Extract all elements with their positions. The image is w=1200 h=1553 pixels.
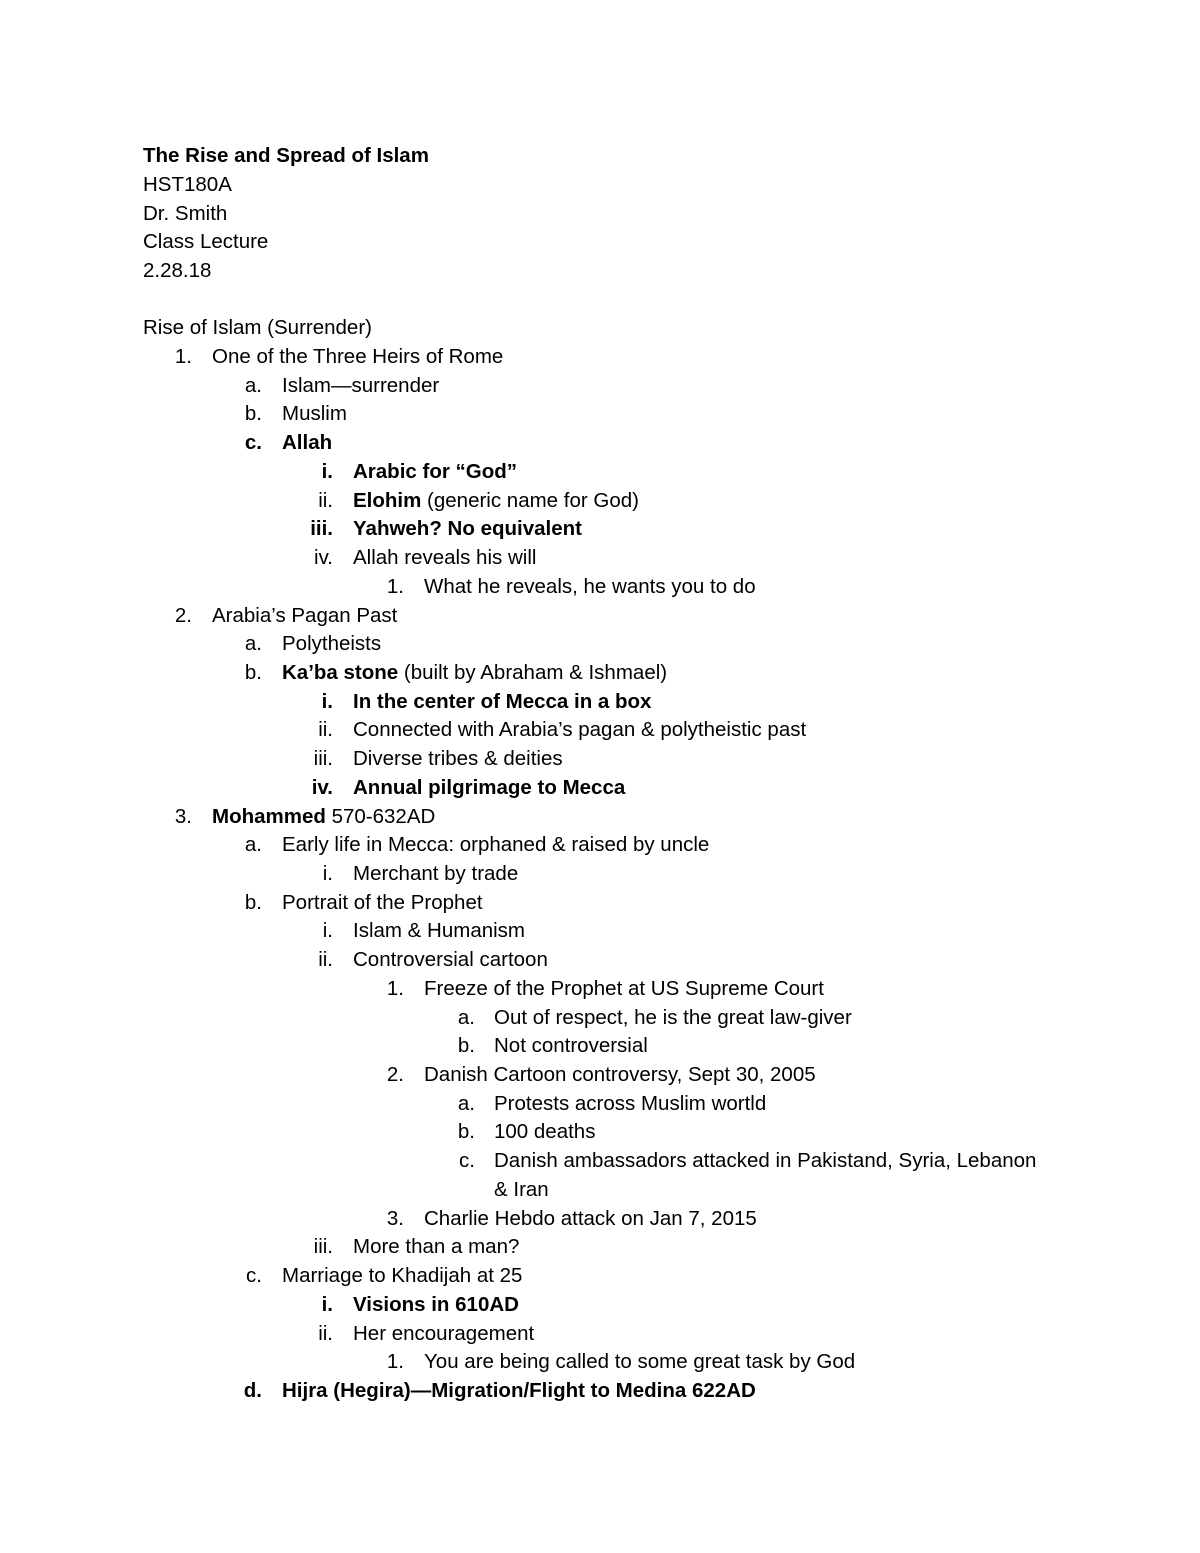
outline-text-run: Islam & Humanism xyxy=(353,919,526,943)
outline-marker: c. xyxy=(246,1264,262,1287)
outline-marker: i. xyxy=(322,862,333,885)
instructor-name: Dr. Smith xyxy=(143,202,228,225)
outline-text xyxy=(353,917,525,945)
outline-marker: iii. xyxy=(313,747,333,771)
outline-text-run: Charlie Hebdo attack on Jan 7, 2015 xyxy=(424,1206,757,1230)
outline-text-run: Freeze of the Prophet at US Supreme Court xyxy=(424,976,824,1000)
outline-text-run: Out of respect, he is the great law-giver xyxy=(494,1005,852,1029)
outline-marker: i. xyxy=(321,1292,333,1316)
outline-text-run: Merchant by trade xyxy=(353,862,519,885)
outline-text xyxy=(353,860,518,888)
outline-text-run: Controversial cartoon xyxy=(353,948,548,972)
outline-marker: ii. xyxy=(318,948,333,972)
outline-text-run: Her encouragement xyxy=(353,1321,535,1345)
outline-text xyxy=(424,1061,816,1089)
outline-text xyxy=(494,1147,1036,1175)
outline-text xyxy=(494,1004,852,1032)
outline-marker: b. xyxy=(457,1120,475,1144)
outline-marker: 2. xyxy=(174,603,192,627)
outline-marker: 1. xyxy=(174,345,192,368)
outline-text-bold: Elohim xyxy=(353,488,422,512)
outline-text xyxy=(353,1291,519,1319)
outline-text-run: Allah reveals his will xyxy=(353,546,537,569)
outline-marker: iii. xyxy=(310,517,333,541)
outline-marker: b. xyxy=(244,660,262,684)
outline-text-run: 100 deaths xyxy=(494,1120,596,1144)
document-type: Class Lecture xyxy=(143,230,269,253)
outline-marker: 2. xyxy=(386,1063,404,1086)
outline-marker: 1. xyxy=(386,1350,404,1374)
outline-text xyxy=(212,803,435,831)
outline-marker: 1. xyxy=(386,574,404,598)
outline-text xyxy=(424,1348,855,1376)
outline-text xyxy=(353,487,639,515)
outline-text-run: & Iran xyxy=(494,1177,549,1201)
outline-text xyxy=(282,372,439,400)
outline-text-bold: Ka’ba stone xyxy=(282,660,399,684)
outline-marker: iv. xyxy=(314,546,333,569)
outline-text xyxy=(282,1262,522,1290)
outline-text xyxy=(424,573,756,601)
outline-text xyxy=(353,688,651,716)
outline-text-run: What he reveals, he wants you to do xyxy=(424,574,756,598)
outline-text xyxy=(353,1320,534,1348)
outline-text xyxy=(282,659,667,687)
course-code: HST180A xyxy=(143,173,232,196)
outline-text xyxy=(494,1176,549,1204)
outline-text-bold: Yahweh? No equivalent xyxy=(353,517,582,541)
outline-text xyxy=(424,1205,757,1233)
outline-marker: a. xyxy=(457,1005,475,1029)
outline-text xyxy=(353,458,517,486)
outline-text-run: Muslim xyxy=(282,402,347,426)
section-heading: Rise of Islam (Surrender) xyxy=(143,316,372,339)
outline-marker: 3. xyxy=(386,1206,404,1230)
document-title: The Rise and Spread of Islam xyxy=(143,144,429,167)
outline-text xyxy=(353,1233,519,1261)
outline-marker: i. xyxy=(321,459,333,483)
outline-text-run: (generic name for God) xyxy=(421,488,639,512)
outline-text-bold: Visions in 610AD xyxy=(353,1292,519,1316)
document-date: 2.28.18 xyxy=(143,259,212,282)
outline-text-run: Danish ambassadors attacked in Pakistand, Syria, Lebanon xyxy=(494,1149,1037,1173)
outline-text xyxy=(282,1377,756,1405)
outline-text-run: (built by Abraham & Ishmael) xyxy=(398,660,668,684)
outline-text-bold: Mohammed xyxy=(212,804,326,828)
outline-text xyxy=(494,1118,595,1146)
outline-marker: i. xyxy=(321,689,333,713)
outline-marker: b. xyxy=(457,1034,475,1058)
outline-marker: 1. xyxy=(386,976,404,1000)
outline-text-bold: Allah xyxy=(282,431,333,455)
outline-marker: a. xyxy=(457,1091,475,1115)
outline-text xyxy=(494,1032,648,1060)
outline-text xyxy=(212,343,503,371)
outline-text xyxy=(212,602,397,630)
outline-text xyxy=(282,429,332,457)
outline-text xyxy=(353,515,582,543)
outline-text-bold: Arabic for “God” xyxy=(353,459,518,483)
outline-text-run: Danish Cartoon controversy, Sept 30, 2005 xyxy=(424,1063,816,1086)
outline-marker: i. xyxy=(322,919,333,943)
outline-text-run: Not controversial xyxy=(494,1034,648,1058)
outline-text-bold: Hijra (Hegira)—Migration/Flight to Medina 622AD xyxy=(282,1378,756,1402)
outline-marker: a. xyxy=(244,632,262,656)
outline-text-run: Polytheists xyxy=(282,632,382,656)
outline-text-run: Portrait of the Prophet xyxy=(282,890,483,914)
outline-text-run: Protests across Muslim wortld xyxy=(494,1091,767,1115)
outline-text-run: More than a man? xyxy=(353,1235,520,1259)
outline-text-run: Marriage to Khadijah at 25 xyxy=(282,1264,523,1287)
outline-marker: ii. xyxy=(318,1321,333,1345)
outline-text xyxy=(494,1090,766,1118)
outline-marker: ii. xyxy=(318,488,333,512)
outline-text-run: Arabia’s Pagan Past xyxy=(212,603,398,627)
outline-marker: iv. xyxy=(311,775,333,799)
outline-text xyxy=(282,831,709,859)
outline-marker: 3. xyxy=(174,804,192,828)
outline-marker: c. xyxy=(459,1149,475,1173)
outline-marker: c. xyxy=(244,431,262,455)
outline-text xyxy=(353,774,625,802)
outline-text-run: Diverse tribes & deities xyxy=(353,747,563,771)
outline-text xyxy=(282,630,381,658)
outline-marker: ii. xyxy=(318,718,333,742)
outline-text xyxy=(353,544,536,572)
outline-text-bold: Annual pilgrimage to Mecca xyxy=(353,775,626,799)
outline-marker: b. xyxy=(244,890,262,914)
outline-marker: b. xyxy=(244,402,262,426)
outline-text xyxy=(353,946,548,974)
outline-marker: iii. xyxy=(313,1235,333,1259)
outline-text xyxy=(353,716,806,744)
outline-text-run: You are being called to some great task by God xyxy=(424,1350,856,1374)
outline-text xyxy=(282,400,347,428)
outline-text-run: Islam—surrender xyxy=(282,373,440,397)
outline-text xyxy=(424,975,824,1003)
outline-text-bold: In the center of Mecca in a box xyxy=(353,689,652,713)
outline-marker: a. xyxy=(244,833,262,857)
outline-text-run: Early life in Mecca: orphaned & raised by uncle xyxy=(282,833,710,857)
outline-text xyxy=(353,745,563,773)
outline-text xyxy=(282,889,483,917)
outline-text-run: Connected with Arabia’s pagan & polytheistic past xyxy=(353,718,807,742)
outline-marker: d. xyxy=(243,1378,262,1402)
outline-text-run: 570-632AD xyxy=(325,804,436,828)
outline-text-run: One of the Three Heirs of Rome xyxy=(212,345,504,368)
outline-marker: a. xyxy=(244,373,262,397)
